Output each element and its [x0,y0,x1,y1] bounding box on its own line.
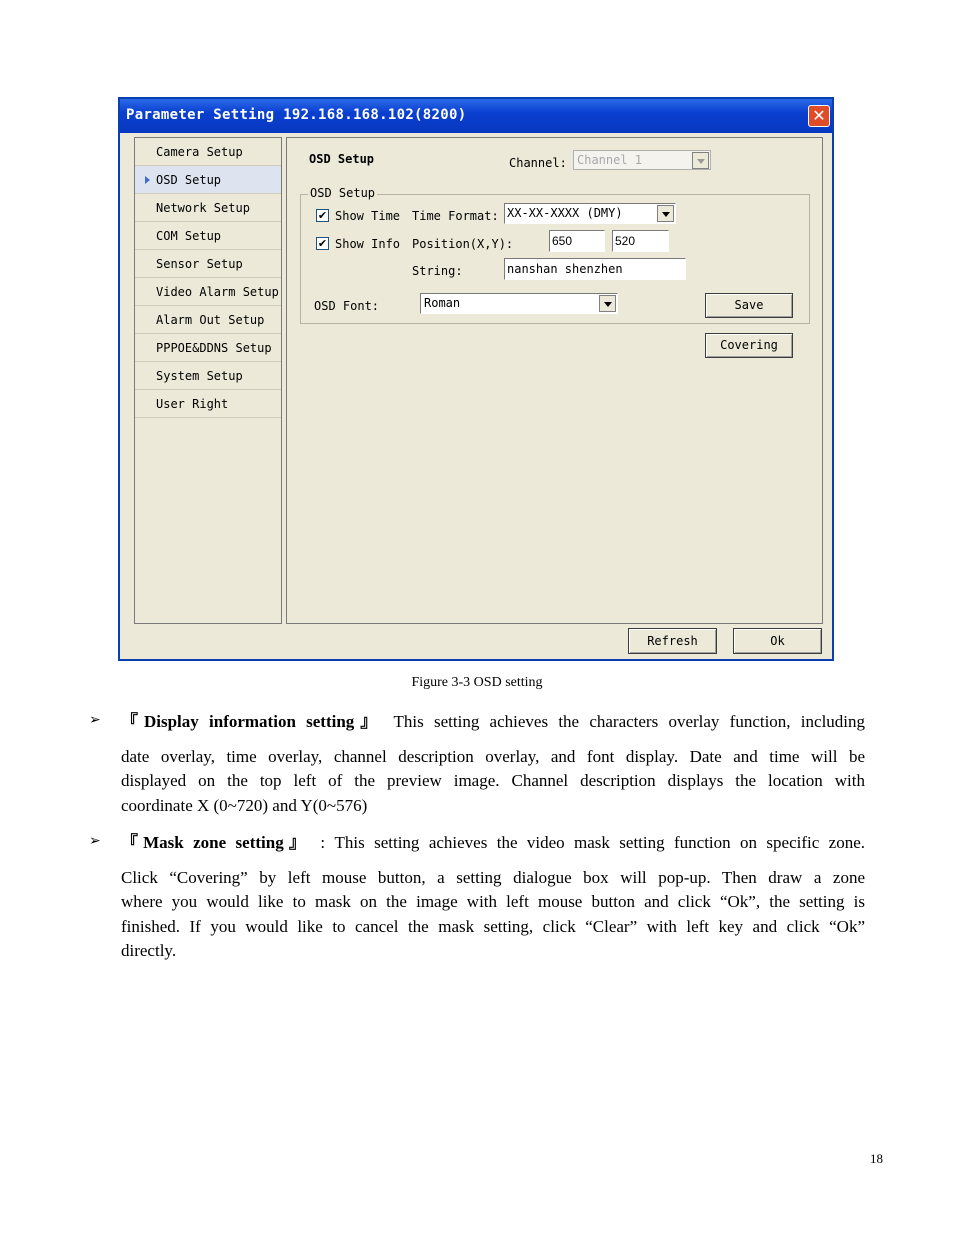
time-format-select[interactable] [504,203,676,224]
mask-zone-heading: 『Mask zone setting』 [121,833,311,852]
panel-heading: OSD Setup [309,152,375,166]
selected-arrow-icon [145,176,150,184]
group-label: OSD Setup [310,186,376,200]
position-y-value: 520 [615,234,636,248]
osd-setup-panel [286,137,823,624]
paragraph-line: directly. [121,941,177,960]
nav-item-pppoe-ddns-setup[interactable] [135,334,281,362]
bullet-arrow-icon: ➢ [89,833,101,849]
nav-item-label: Camera Setup [156,145,243,159]
bullet-arrow-icon: ➢ [89,712,101,728]
channel-select[interactable] [573,150,711,170]
channel-select-value: Channel 1 [577,153,643,167]
setup-nav-panel [134,137,282,624]
paragraph-line: coordinate X (0~720) and Y(0~576) [121,795,368,815]
paragraph-line: where you would like to mask on the image with left mouse button and click “Ok”, the setting is [121,892,865,911]
covering-button[interactable]: Covering [705,333,793,358]
paragraph-line: finished. If you would like to cancel the mask setting, click “Clear” with left key and click “Ok” [121,916,865,936]
chevron-down-icon [657,205,674,222]
nav-item-alarm-out-setup[interactable] [135,306,281,334]
display-information-paragraph [121,710,865,818]
refresh-button[interactable]: Refresh [628,628,717,654]
ok-button[interactable]: Ok [733,628,822,654]
position-x-value: 650 [552,234,573,248]
show-info-checkbox[interactable]: ✔ [317,237,328,250]
show-info-label: Show Info [335,237,401,251]
paragraph-line [121,831,865,856]
chevron-down-icon [692,152,709,169]
nav-item-system-setup[interactable] [135,362,281,390]
time-format-value: XX-XX-XXXX (DMY) [507,206,623,220]
nav-item-user-right[interactable] [135,390,281,418]
nav-item-label: PPPOE&DDNS Setup [156,341,272,355]
parameter-setting-window [118,97,834,661]
nav-item-sensor-setup[interactable] [135,250,281,278]
paragraph-text: : This setting achieves the video mask setting function on specific zone. [320,833,866,852]
close-icon[interactable]: ✕ [808,105,830,127]
chevron-down-icon [599,295,616,312]
string-value: nanshan shenzhen [507,262,623,276]
nav-item-label: OSD Setup [156,173,222,187]
nav-item-label: System Setup [156,369,243,383]
nav-item-osd-setup[interactable] [135,166,281,194]
string-input[interactable] [504,258,686,280]
osd-font-label: OSD Font: [314,299,380,313]
save-button[interactable]: Save [705,293,793,318]
window-title: Parameter Setting 192.168.168.102(8200) [126,107,467,123]
string-label: String: [412,264,463,278]
position-label: Position(X,Y): [412,237,514,251]
title-bar[interactable] [120,99,832,133]
figure-caption: Figure 3-3 OSD setting [411,675,543,690]
paragraph-line [121,710,865,735]
position-y-input[interactable] [612,230,669,252]
nav-item-label: User Right [156,397,229,411]
paragraph-line: date overlay, time overlay, channel description overlay, and font display. Date and time will be [121,746,865,766]
show-time-label: Show Time [335,209,401,223]
nav-item-label: Network Setup [156,201,250,215]
nav-item-label: Sensor Setup [156,257,243,271]
time-format-label: Time Format: [412,209,499,223]
display-information-heading: 『Display information setting』 [121,712,384,731]
channel-label: Channel: [509,156,567,170]
mask-zone-paragraph [121,831,865,964]
nav-item-video-alarm-setup[interactable] [135,278,281,306]
paragraph-text: This setting achieves the characters overlay function, including [393,712,866,731]
paragraph-line: Click “Covering” by left mouse button, a setting dialogue box will pop-up. Then draw a zone [121,867,865,887]
nav-item-label: Video Alarm Setup [156,285,279,299]
nav-item-label: Alarm Out Setup [156,313,265,327]
nav-item-camera-setup[interactable] [135,138,281,166]
show-time-checkbox[interactable]: ✔ [317,209,328,222]
paragraph-line: displayed on the top left of the preview image. Channel description displays the location with [121,771,865,790]
nav-item-com-setup[interactable] [135,222,281,250]
osd-font-value: Roman [424,296,461,310]
nav-item-label: COM Setup [156,229,222,243]
page-number: 18 [870,1151,883,1166]
nav-item-network-setup[interactable] [135,194,281,222]
osd-font-select[interactable] [420,293,618,314]
position-x-input[interactable] [549,230,605,252]
